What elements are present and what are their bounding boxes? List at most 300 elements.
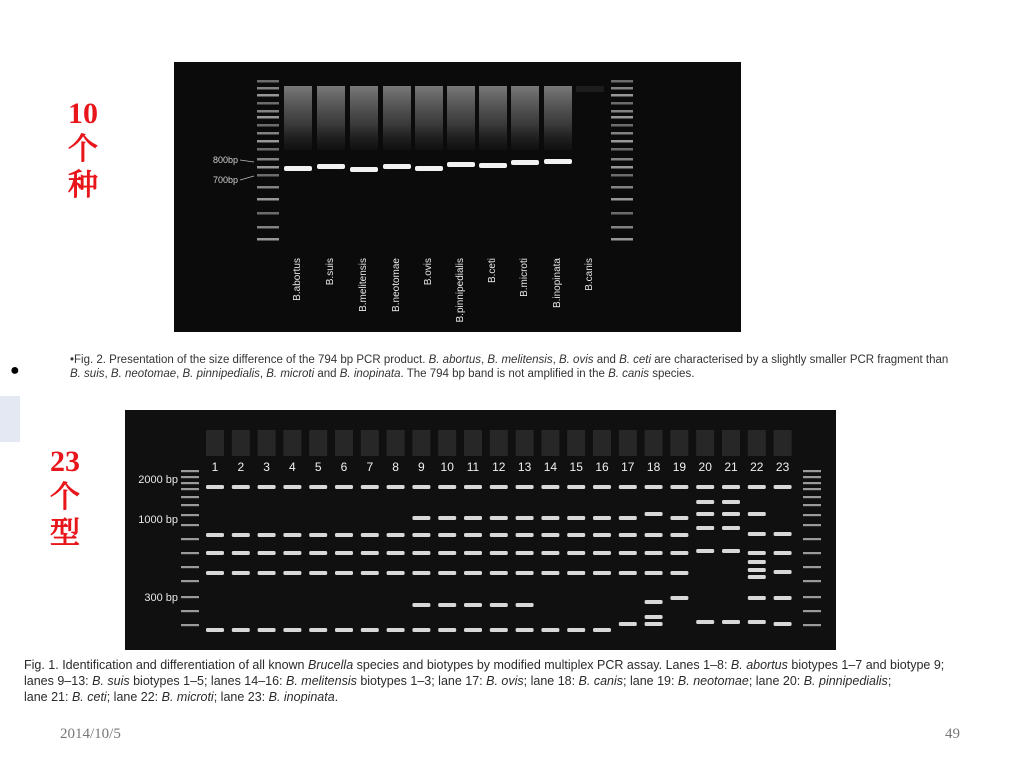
bottom-label-char-2: 型: [50, 517, 80, 550]
gel2-lane-number: 9: [418, 460, 425, 474]
gel-image-2: [125, 410, 836, 650]
gel2-ladder-band: [181, 596, 199, 598]
gel1-ladder-band: [257, 110, 279, 113]
gel2-band: [412, 485, 430, 489]
gel1-ladder-band: [611, 87, 633, 90]
gel2-band: [335, 533, 353, 537]
gel2-band: [567, 571, 585, 575]
gel1-lane-label: B.neotomae: [391, 258, 402, 312]
gel2-band: [335, 551, 353, 555]
gel1-lane-label: B.canis: [584, 258, 595, 291]
gel2-band: [593, 516, 611, 520]
gel1-ladder-band: [257, 226, 279, 229]
gel2-ladder-band: [803, 504, 821, 506]
gel2-band: [206, 551, 224, 555]
gel2-well: [387, 430, 405, 456]
gel2-band: [619, 551, 637, 555]
gel2-band: [438, 571, 456, 575]
gel2-band: [516, 603, 534, 607]
gel1-ladder-band: [611, 226, 633, 229]
gel2-ladder-band: [803, 596, 821, 598]
gel2-band: [412, 533, 430, 537]
gel2-lane-number: 10: [440, 460, 454, 474]
gel2-band: [283, 551, 301, 555]
gel2-well: [361, 430, 379, 456]
gel2-band: [567, 485, 585, 489]
top-label-char-1: 个: [68, 133, 98, 166]
gel2-band: [490, 628, 508, 632]
gel1-lane-smear: [415, 86, 443, 150]
gel1-lane-smear: [383, 86, 411, 150]
gel2-ladder-band: [181, 504, 199, 506]
gel1-ladder-band: [257, 166, 279, 169]
gel2-band: [361, 571, 379, 575]
gel2-band: [670, 571, 688, 575]
gel2-band: [283, 485, 301, 489]
gel1-ladder-band: [611, 124, 633, 127]
gel1-ladder-band: [257, 124, 279, 127]
gel2-band: [567, 533, 585, 537]
gel2-band: [309, 485, 327, 489]
gel2-band: [464, 571, 482, 575]
gel2-band: [335, 628, 353, 632]
gel2-band: [412, 603, 430, 607]
gel1-ladder-band: [611, 132, 633, 135]
bottom-label-char-1: 个: [50, 481, 80, 514]
gel2-band: [619, 571, 637, 575]
gel2-band: [593, 628, 611, 632]
gel2-band: [541, 516, 559, 520]
gel2-band: [335, 571, 353, 575]
gel2-well: [258, 430, 276, 456]
gel1-ladder-band: [611, 110, 633, 113]
gel2-band: [748, 532, 766, 536]
figure-1-caption: [24, 657, 1004, 705]
gel2-band: [645, 485, 663, 489]
gel1-marker-700: 700bp: [212, 175, 238, 185]
gel1-lane-smear: [350, 86, 378, 150]
gel2-band: [670, 485, 688, 489]
caption-1-line-1: •Fig. 2. Presentation of the size difference of the 794 bp PCR product. B. abortus, B. melitensis, B. ovis and B. ceti are characterised by a slightly smaller PCR fragment than: [70, 354, 949, 366]
gel2-band: [490, 516, 508, 520]
gel2-band: [516, 516, 534, 520]
gel2-band: [722, 500, 740, 504]
gel2-lane-number: 19: [672, 460, 687, 474]
gel2-band: [774, 622, 792, 626]
gel2-ladder-band: [803, 470, 821, 472]
footer-date: 2014/10/5: [60, 726, 121, 742]
gel2-band: [258, 571, 276, 575]
gel2-band: [464, 628, 482, 632]
gel-2-svg: [125, 410, 836, 650]
gel1-empty-well: [576, 86, 604, 92]
gel2-band: [387, 628, 405, 632]
gel2-band: [283, 628, 301, 632]
gel2-band: [619, 485, 637, 489]
gel1-lane-smear: [544, 86, 572, 150]
gel2-lane-number: 4: [289, 460, 296, 474]
gel2-band: [748, 575, 766, 579]
gel2-band: [206, 485, 224, 489]
gel1-product-band: [317, 164, 345, 169]
gel2-ladder-band: [803, 488, 821, 490]
gel2-band: [361, 551, 379, 555]
gel2-band: [722, 526, 740, 530]
gel1-lane-label: B.microti: [519, 258, 530, 297]
gel2-well: [696, 430, 714, 456]
gel1-lane-label: B.pinnipedialis: [455, 258, 466, 323]
gel1-ladder-band: [257, 80, 279, 83]
gel2-band: [696, 500, 714, 504]
gel2-ladder-band: [181, 488, 199, 490]
gel1-product-band: [383, 164, 411, 169]
gel2-band: [490, 571, 508, 575]
gel1-ladder-band: [257, 87, 279, 90]
gel2-band: [670, 596, 688, 600]
gel1-ladder-band: [611, 140, 633, 143]
gel2-band: [645, 533, 663, 537]
gel2-lane-number: 12: [492, 460, 506, 474]
gel2-band: [696, 485, 714, 489]
gel2-band: [438, 551, 456, 555]
gel1-ladder-band: [257, 174, 279, 177]
gel2-band: [696, 512, 714, 516]
gel2-band: [619, 516, 637, 520]
gel2-band: [748, 568, 766, 572]
top-label-number: 10: [68, 97, 98, 130]
gel2-band: [774, 570, 792, 574]
gel2-well: [670, 430, 688, 456]
gel2-band: [696, 549, 714, 553]
gel2-band: [567, 516, 585, 520]
gel2-lane-number: 16: [595, 460, 609, 474]
gel2-band: [645, 551, 663, 555]
gel2-lane-number: 22: [750, 460, 764, 474]
gel1-ladder-band: [257, 132, 279, 135]
gel2-lane-number: 2: [237, 460, 245, 474]
gel2-well: [645, 430, 663, 456]
gel2-band: [387, 485, 405, 489]
gel1-ladder-band: [611, 166, 633, 169]
gel2-band: [593, 485, 611, 489]
gel2-band: [335, 485, 353, 489]
gel2-band: [464, 485, 482, 489]
gel2-lane-number: 14: [543, 460, 558, 474]
gel2-ladder-band: [803, 580, 821, 582]
gel2-ladder-band: [803, 610, 821, 612]
caption-2-line-1: Fig. 1. Identification and differentiation of all known Brucella species and biotypes by modified multiplex PCR assay. Lanes 1–8: B. abortus biotypes 1–7 and biotype 9;: [24, 658, 945, 672]
gel1-lane-label: B.abortus: [292, 258, 303, 301]
gel1-lane-smear: [317, 86, 345, 150]
gel2-band: [490, 485, 508, 489]
gel2-band: [309, 551, 327, 555]
gel2-ladder-band: [803, 624, 821, 626]
gel2-band: [206, 571, 224, 575]
gel2-well: [283, 430, 301, 456]
gel2-lane-number: 23: [775, 460, 790, 474]
gel2-size-marker: 2000 bp: [138, 474, 178, 486]
gel2-lane-number: 11: [466, 460, 480, 474]
gel2-well: [490, 430, 508, 456]
gel2-band: [722, 512, 740, 516]
gel2-ladder-band: [803, 538, 821, 540]
gel2-well: [619, 430, 637, 456]
gel2-ladder-band: [803, 476, 821, 478]
gel2-well: [516, 430, 534, 456]
gel2-lane-number: 5: [314, 460, 322, 474]
side-accent-bar: [0, 396, 20, 442]
gel2-band: [232, 485, 250, 489]
gel2-band: [774, 551, 792, 555]
gel1-lane-smear: [447, 86, 475, 150]
gel1-product-band: [447, 162, 475, 167]
gel2-ladder-band: [181, 580, 199, 582]
gel1-ladder-band: [611, 94, 633, 97]
gel2-band: [361, 485, 379, 489]
gel2-lane-number: 15: [569, 460, 583, 474]
gel2-band: [670, 516, 688, 520]
gel2-band: [232, 551, 250, 555]
gel2-band: [464, 551, 482, 555]
gel2-well: [206, 430, 224, 456]
gel2-band: [206, 628, 224, 632]
gel2-well: [722, 430, 740, 456]
gel2-band: [438, 485, 456, 489]
gel2-band: [567, 551, 585, 555]
gel1-ladder-band: [257, 158, 279, 161]
gel2-band: [774, 596, 792, 600]
gel2-band: [490, 551, 508, 555]
gel2-well: [464, 430, 482, 456]
gel1-lane-smear: [479, 86, 507, 150]
gel1-lane-label: B.ovis: [423, 258, 434, 286]
gel2-band: [645, 615, 663, 619]
gel2-band: [464, 603, 482, 607]
gel2-ladder-band: [803, 482, 821, 484]
gel2-band: [645, 512, 663, 516]
gel1-product-band: [284, 166, 312, 171]
gel2-size-marker: 1000 bp: [138, 514, 178, 526]
gel2-band: [696, 526, 714, 530]
gel2-ladder-band: [803, 514, 821, 516]
gel1-ladder-band: [257, 198, 279, 201]
gel1-product-band: [415, 166, 443, 171]
gel1-ladder-band: [257, 116, 279, 119]
gel2-band: [387, 533, 405, 537]
gel2-band: [258, 628, 276, 632]
gel2-band: [258, 533, 276, 537]
gel2-band: [438, 533, 456, 537]
gel2-band: [774, 532, 792, 536]
gel2-band: [541, 571, 559, 575]
gel2-band: [516, 485, 534, 489]
gel2-band: [258, 551, 276, 555]
bullet: ●: [10, 362, 20, 379]
gel1-marker-800: 800bp: [212, 155, 238, 165]
gel1-lane-smear: [284, 86, 312, 150]
gel2-band: [670, 533, 688, 537]
gel1-ladder-band: [611, 116, 633, 119]
top-vertical-label: [60, 96, 106, 204]
gel2-ladder-band: [181, 470, 199, 472]
gel1-ladder-band: [257, 148, 279, 151]
gel2-band: [412, 551, 430, 555]
gel1-ladder-band: [257, 186, 279, 189]
gel2-band: [593, 551, 611, 555]
gel2-band: [516, 628, 534, 632]
gel1-ladder-band: [257, 102, 279, 105]
gel2-well: [541, 430, 559, 456]
gel1-ladder-band: [611, 174, 633, 177]
gel1-lane-label: B.ceti: [487, 258, 498, 284]
gel2-band: [232, 533, 250, 537]
gel2-ladder-band: [181, 610, 199, 612]
gel2-well: [774, 430, 792, 456]
gel1-ladder-band: [611, 148, 633, 151]
gel2-band: [438, 603, 456, 607]
gel2-ladder-band: [803, 552, 821, 554]
gel2-band: [361, 628, 379, 632]
gel2-well: [593, 430, 611, 456]
gel2-ladder-band: [181, 552, 199, 554]
gel2-band: [670, 551, 688, 555]
gel1-ladder-band: [611, 102, 633, 105]
gel2-band: [309, 628, 327, 632]
gel2-band: [748, 485, 766, 489]
gel2-band: [748, 512, 766, 516]
gel2-band: [206, 533, 224, 537]
caption-1-line-2: B. suis, B. neotomae, B. pinnipedialis, B. microti and B. inopinata. The 794 bp band is not amplified in the B. canis species.: [70, 368, 695, 380]
gel2-band: [645, 571, 663, 575]
gel2-ladder-band: [803, 566, 821, 568]
gel1-ladder-band: [257, 140, 279, 143]
gel2-lane-number: 6: [340, 460, 348, 474]
gel1-ladder-band: [611, 238, 633, 241]
gel1-ladder-band: [611, 186, 633, 189]
gel1-product-band: [544, 159, 572, 164]
gel2-ladder-band: [181, 524, 199, 526]
caption-2-line-3: lane 21: B. ceti; lane 22: B. microti; lane 23: B. inopinata.: [24, 690, 339, 704]
gel2-band: [412, 628, 430, 632]
bottom-label-number: 23: [50, 445, 80, 478]
gel2-ladder-band: [181, 514, 199, 516]
gel2-band: [619, 622, 637, 626]
gel2-band: [541, 485, 559, 489]
gel1-ladder-band: [611, 80, 633, 83]
gel2-band: [541, 628, 559, 632]
gel2-ladder-band: [181, 538, 199, 540]
gel2-band: [387, 551, 405, 555]
gel2-band: [412, 571, 430, 575]
gel2-ladder-band: [803, 496, 821, 498]
gel1-lane-label: B.inopinata: [552, 258, 563, 309]
gel2-well: [309, 430, 327, 456]
gel2-band: [541, 551, 559, 555]
gel2-ladder-band: [181, 476, 199, 478]
gel2-band: [541, 533, 559, 537]
gel1-ladder-band: [257, 212, 279, 215]
gel1-lane-smear: [511, 86, 539, 150]
gel2-band: [748, 551, 766, 555]
gel2-band: [258, 485, 276, 489]
gel2-band: [490, 603, 508, 607]
gel2-lane-number: 21: [724, 460, 738, 474]
gel2-band: [696, 620, 714, 624]
gel1-ladder-band: [611, 212, 633, 215]
gel2-ladder-band: [803, 524, 821, 526]
gel2-band: [232, 571, 250, 575]
gel2-well: [335, 430, 353, 456]
gel1-lane-label: B.suis: [325, 258, 336, 286]
gel2-band: [412, 516, 430, 520]
gel2-band: [567, 628, 585, 632]
caption-2-line-2: lanes 9–13: B. suis biotypes 1–5; lanes 14–16: B. melitensis biotypes 1–3; lane 17: B. ovis; lane 18: B. canis; lane 19: B. neotomae; lane 20: B. pinnipedialis;: [24, 674, 892, 688]
gel2-band: [748, 560, 766, 564]
bottom-vertical-label: [42, 444, 88, 552]
gel2-band: [722, 485, 740, 489]
gel2-lane-number: 1: [211, 460, 219, 474]
gel2-lane-number: 3: [263, 460, 270, 474]
gel2-band: [387, 571, 405, 575]
gel2-band: [232, 628, 250, 632]
gel2-band: [283, 571, 301, 575]
gel2-band: [283, 533, 301, 537]
gel2-band: [464, 533, 482, 537]
gel2-lane-number: 13: [517, 460, 532, 474]
gel2-size-marker: 300 bp: [144, 592, 178, 604]
gel1-product-band: [479, 163, 507, 168]
gel2-band: [593, 571, 611, 575]
gel2-ladder-band: [181, 624, 199, 626]
gel2-lane-number: 17: [621, 460, 635, 474]
gel1-ladder-band: [257, 238, 279, 241]
gel2-band: [490, 533, 508, 537]
gel2-band: [722, 549, 740, 553]
gel1-ladder-band: [611, 198, 633, 201]
gel2-well: [438, 430, 456, 456]
gel1-product-band: [350, 167, 378, 172]
gel1-product-band: [511, 160, 539, 165]
gel-1-svg: [174, 62, 741, 332]
gel2-well: [412, 430, 430, 456]
gel2-lane-number: 7: [366, 460, 374, 474]
gel2-band: [438, 628, 456, 632]
gel2-ladder-band: [181, 496, 199, 498]
gel2-band: [516, 551, 534, 555]
gel2-band: [645, 600, 663, 604]
gel2-band: [722, 620, 740, 624]
gel2-ladder-band: [181, 482, 199, 484]
gel2-band: [438, 516, 456, 520]
gel2-band: [516, 571, 534, 575]
gel2-band: [516, 533, 534, 537]
gel2-lane-number: 20: [698, 460, 712, 474]
gel-image-1: [174, 62, 741, 332]
gel2-lane-number: 18: [646, 460, 661, 474]
gel1-lane-label: B.melitensis: [358, 258, 369, 312]
gel2-band: [464, 516, 482, 520]
gel2-lane-number: 8: [392, 460, 399, 474]
gel2-band: [593, 533, 611, 537]
gel2-band: [309, 571, 327, 575]
top-label-char-2: 种: [68, 169, 98, 202]
gel2-band: [774, 485, 792, 489]
gel1-ladder-band: [257, 94, 279, 97]
gel2-band: [361, 533, 379, 537]
gel2-band: [748, 596, 766, 600]
figure-2-caption: [70, 353, 970, 381]
gel1-ladder-band: [611, 158, 633, 161]
